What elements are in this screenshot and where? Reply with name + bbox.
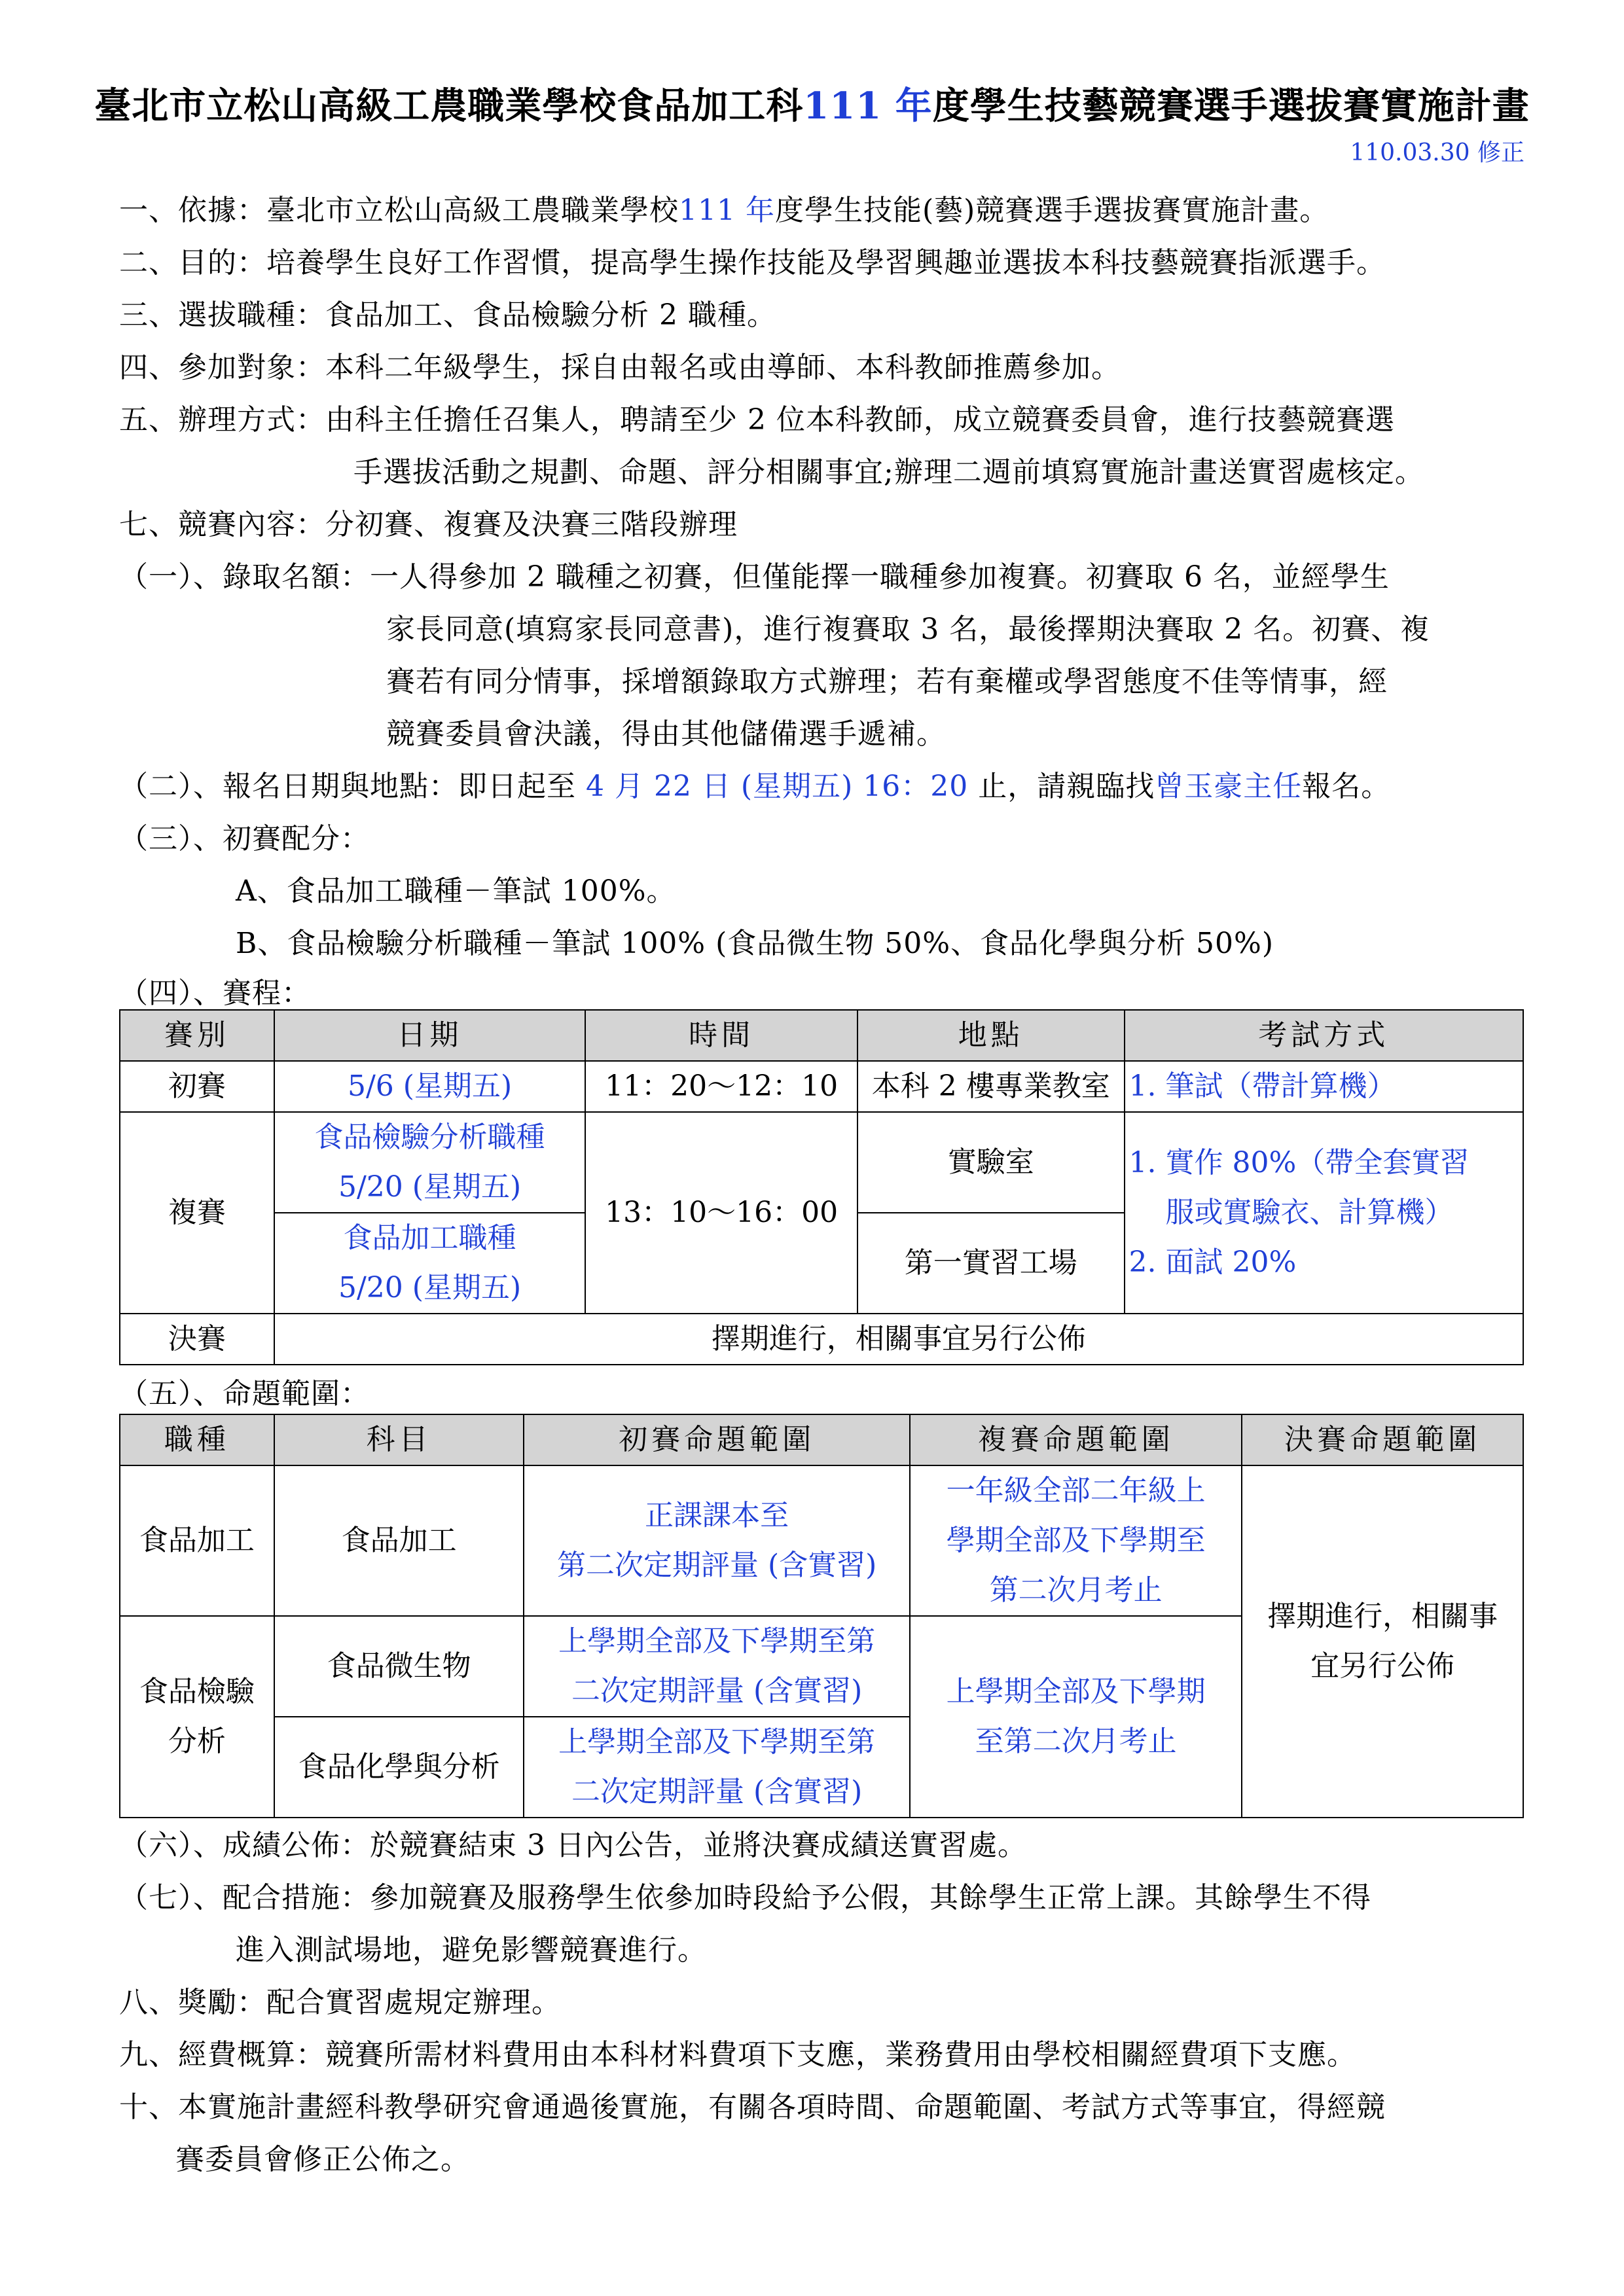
semi-category-analysis: 食品檢驗分析職種: [314, 1121, 545, 1154]
scope-row3-prelim: [524, 1717, 909, 1818]
scope-row1-semi: [910, 1465, 1242, 1616]
section-10-approval-cont: 賽委員會修正公佈之。: [175, 2143, 470, 2176]
semi-category-processing: 食品加工職種: [343, 1221, 516, 1255]
schedule-table: [119, 1009, 1524, 1365]
subsection-7-measures: （七）、配合措施：參加競賽及服務學生依參加時段給予公假，其餘學生正常上課。其餘學生不得: [119, 1881, 1371, 1914]
semi-method-interview: 2. 面試 20%: [1128, 1246, 1297, 1279]
subsection-1-quota: （一）、錄取名額：一人得參加 2 職種之初賽，但僅能擇一職種參加複賽。初賽取 6 名，並經學生: [119, 560, 1390, 594]
scope-row1-semi-line2: 學期全部及下學期至: [946, 1524, 1206, 1557]
scope-row3-subject: 食品化學與分析: [274, 1717, 524, 1818]
title-text: 臺北市立松山高級工農職業學校食品加工科: [94, 84, 804, 128]
semi-method-practical-note: 服或實驗衣、計算機）: [1165, 1196, 1454, 1229]
scope-header-subject: 科目: [274, 1414, 524, 1465]
scope-row2-subject: 食品微生物: [274, 1616, 524, 1717]
scope-table: [119, 1414, 1524, 1818]
semi-method-practical: 1. 實作 80%（帶全套實習: [1128, 1146, 1470, 1179]
subsection-5-scope: （五）、命題範圍：: [119, 1377, 370, 1410]
scope-final-line1: 擇期進行，相關事: [1267, 1600, 1498, 1633]
scope-final-line2: 宜另行公佈: [1310, 1649, 1455, 1683]
subsection-6-results: （六）、成績公佈：於競賽結束 3 日內公告，並將決賽成績送實習處。: [119, 1829, 1027, 1862]
semi-stage: 複賽: [120, 1112, 274, 1314]
section-5-method-cont: 手選拔活動之規劃、命題、評分相關事宜;辦理二週前填寫實施計畫送實習處核定。: [353, 456, 1424, 489]
subsection-1-quota-cont1: 家長同意(填寫家長同意書)，進行複賽取 3 名，最後擇期決賽取 2 名。初賽、複: [386, 613, 1430, 646]
scoring-item-a: A、食品加工職種－筆試 100%。: [236, 874, 676, 908]
prelim-place: 本科 2 樓專業教室: [857, 1061, 1125, 1112]
scoring-item-b: B、食品檢驗分析職種－筆試 100% (食品微生物 50%、食品化學與分析 50%): [236, 927, 1274, 960]
semi-place-lab: 實驗室: [857, 1112, 1125, 1213]
subsection-1-quota-cont3: 競賽委員會決議，得由其他儲備選手遞補。: [386, 717, 946, 751]
scope-row2-prelim: [524, 1616, 909, 1717]
semi-date-analysis: [274, 1112, 586, 1213]
scope-final: [1242, 1465, 1523, 1818]
prelim-time: 11：20～12：10: [585, 1061, 857, 1112]
scope-header-semi: 複賽命題範圍: [910, 1414, 1242, 1465]
basis-year: 111 年: [679, 194, 775, 227]
section-2-purpose: 二、目的：培養學生良好工作習慣，提高學生操作技能及學習興趣並選拔本科技藝競賽指派選手。: [119, 246, 1386, 279]
scope-row1-prelim-line1: 正課課本至: [645, 1499, 789, 1532]
registration-deadline: 4 月 22 日 (星期五) 16：20: [586, 770, 969, 803]
final-stage: 決賽: [120, 1314, 274, 1365]
registration-text-end: 報名。: [1302, 770, 1391, 803]
title-year: 111 年: [803, 84, 933, 128]
scope-row2-category: [120, 1616, 274, 1818]
scope-header-final: 決賽命題範圍: [1242, 1414, 1523, 1465]
schedule-header-stage: 賽別: [120, 1010, 274, 1061]
section-7-content: 七、競賽內容：分初賽、複賽及決賽三階段辦理: [119, 508, 738, 541]
section-4-participants: 四、參加對象：本科二年級學生，採自由報名或由導師、本科教師推薦參加。: [119, 351, 1121, 384]
registration-contact: 曾玉豪主任: [1155, 770, 1303, 803]
scope-row2-semi-line2: 至第二次月考止: [975, 1725, 1177, 1758]
subsection-2-registration: [119, 761, 1526, 813]
scope-row1-semi-line1: 一年級全部二年級上: [946, 1474, 1206, 1507]
semi-place-workshop: 第一實習工場: [857, 1213, 1125, 1314]
document-title: [0, 77, 1624, 130]
subsection-4-schedule: （四）、賽程：: [119, 977, 311, 1010]
schedule-header-place: 地點: [857, 1010, 1125, 1061]
section-5-method: 五、辦理方式：由科主任擔任召集人，聘請至少 2 位本科教師，成立競賽委員會，進行技藝競賽選: [119, 403, 1395, 437]
section-8-rewards: 八、獎勵：配合實習處規定辦理。: [119, 1986, 561, 2019]
revision-date: 110.03.30 修正: [1350, 139, 1525, 166]
semi-time: 13：10～16：00: [585, 1112, 857, 1314]
scope-row1-subject: 食品加工: [274, 1465, 524, 1616]
scope-row1-prelim: [524, 1465, 909, 1616]
basis-text: 一、依據：臺北市立松山高級工農職業學校: [119, 194, 679, 227]
scope-row2-category-line2: 分析: [168, 1725, 226, 1758]
subsection-7-measures-cont: 進入測試場地，避免影響競賽進行。: [236, 1933, 707, 1967]
subsection-1-quota-cont2: 賽若有同分情事，採增額錄取方式辦理；若有棄權或學習態度不佳等情事，經: [386, 665, 1388, 698]
section-1-basis: [119, 185, 1526, 237]
scope-row2-prelim-line2: 二次定期評量 (含實習): [571, 1674, 863, 1708]
prelim-date: 5/6 (星期五): [274, 1061, 586, 1112]
scope-row1-semi-line3: 第二次月考止: [989, 1573, 1163, 1607]
semi-date-processing: [274, 1213, 586, 1314]
semi-method: [1125, 1112, 1523, 1314]
title-text-end: 度學生技藝競賽選手選拔賽實施計畫: [932, 84, 1530, 128]
schedule-header-method: 考試方式: [1125, 1010, 1523, 1061]
schedule-header-time: 時間: [585, 1010, 857, 1061]
semi-date-analysis-day: 5/20 (星期五): [338, 1170, 522, 1204]
subsection-3-scoring: （三）、初賽配分：: [119, 822, 370, 855]
section-3-categories: 三、選拔職種：食品加工、食品檢驗分析 2 職種。: [119, 298, 776, 332]
registration-text-mid: 止，請親臨找: [968, 770, 1155, 803]
scope-row2-semi: [910, 1616, 1242, 1818]
final-note: 擇期進行，相關事宜另行公佈: [274, 1314, 1523, 1365]
prelim-method: 1. 筆試（帶計算機）: [1125, 1061, 1523, 1112]
basis-text-end: 度學生技能(藝)競賽選手選拔賽實施計畫。: [774, 194, 1329, 227]
prelim-stage: 初賽: [120, 1061, 274, 1112]
scope-row2-semi-line1: 上學期全部及下學期: [946, 1675, 1206, 1708]
section-9-budget: 九、經費概算：競賽所需材料費用由本科材料費項下支應，業務費用由學校相關經費項下支應。: [119, 2038, 1356, 2072]
scope-row1-prelim-line2: 第二次定期評量 (含實習): [556, 1549, 877, 1582]
scope-row2-category-line1: 食品檢驗: [139, 1675, 255, 1708]
registration-text: （二）、報名日期與地點：即日起至: [119, 770, 586, 803]
scope-row2-prelim-line1: 上學期全部及下學期至第: [558, 1624, 876, 1658]
scope-row1-category: 食品加工: [120, 1465, 274, 1616]
scope-row3-prelim-line1: 上學期全部及下學期至第: [558, 1725, 876, 1759]
section-10-approval: 十、本實施計畫經科教學研究會通過後實施，有關各項時間、命題範圍、考試方式等事宜，得經競: [119, 2090, 1386, 2124]
scope-row3-prelim-line2: 二次定期評量 (含實習): [571, 1775, 863, 1808]
scope-header-prelim: 初賽命題範圍: [524, 1414, 909, 1465]
schedule-header-date: 日期: [274, 1010, 586, 1061]
scope-header-category: 職種: [120, 1414, 274, 1465]
semi-date-processing-day: 5/20 (星期五): [338, 1271, 522, 1304]
